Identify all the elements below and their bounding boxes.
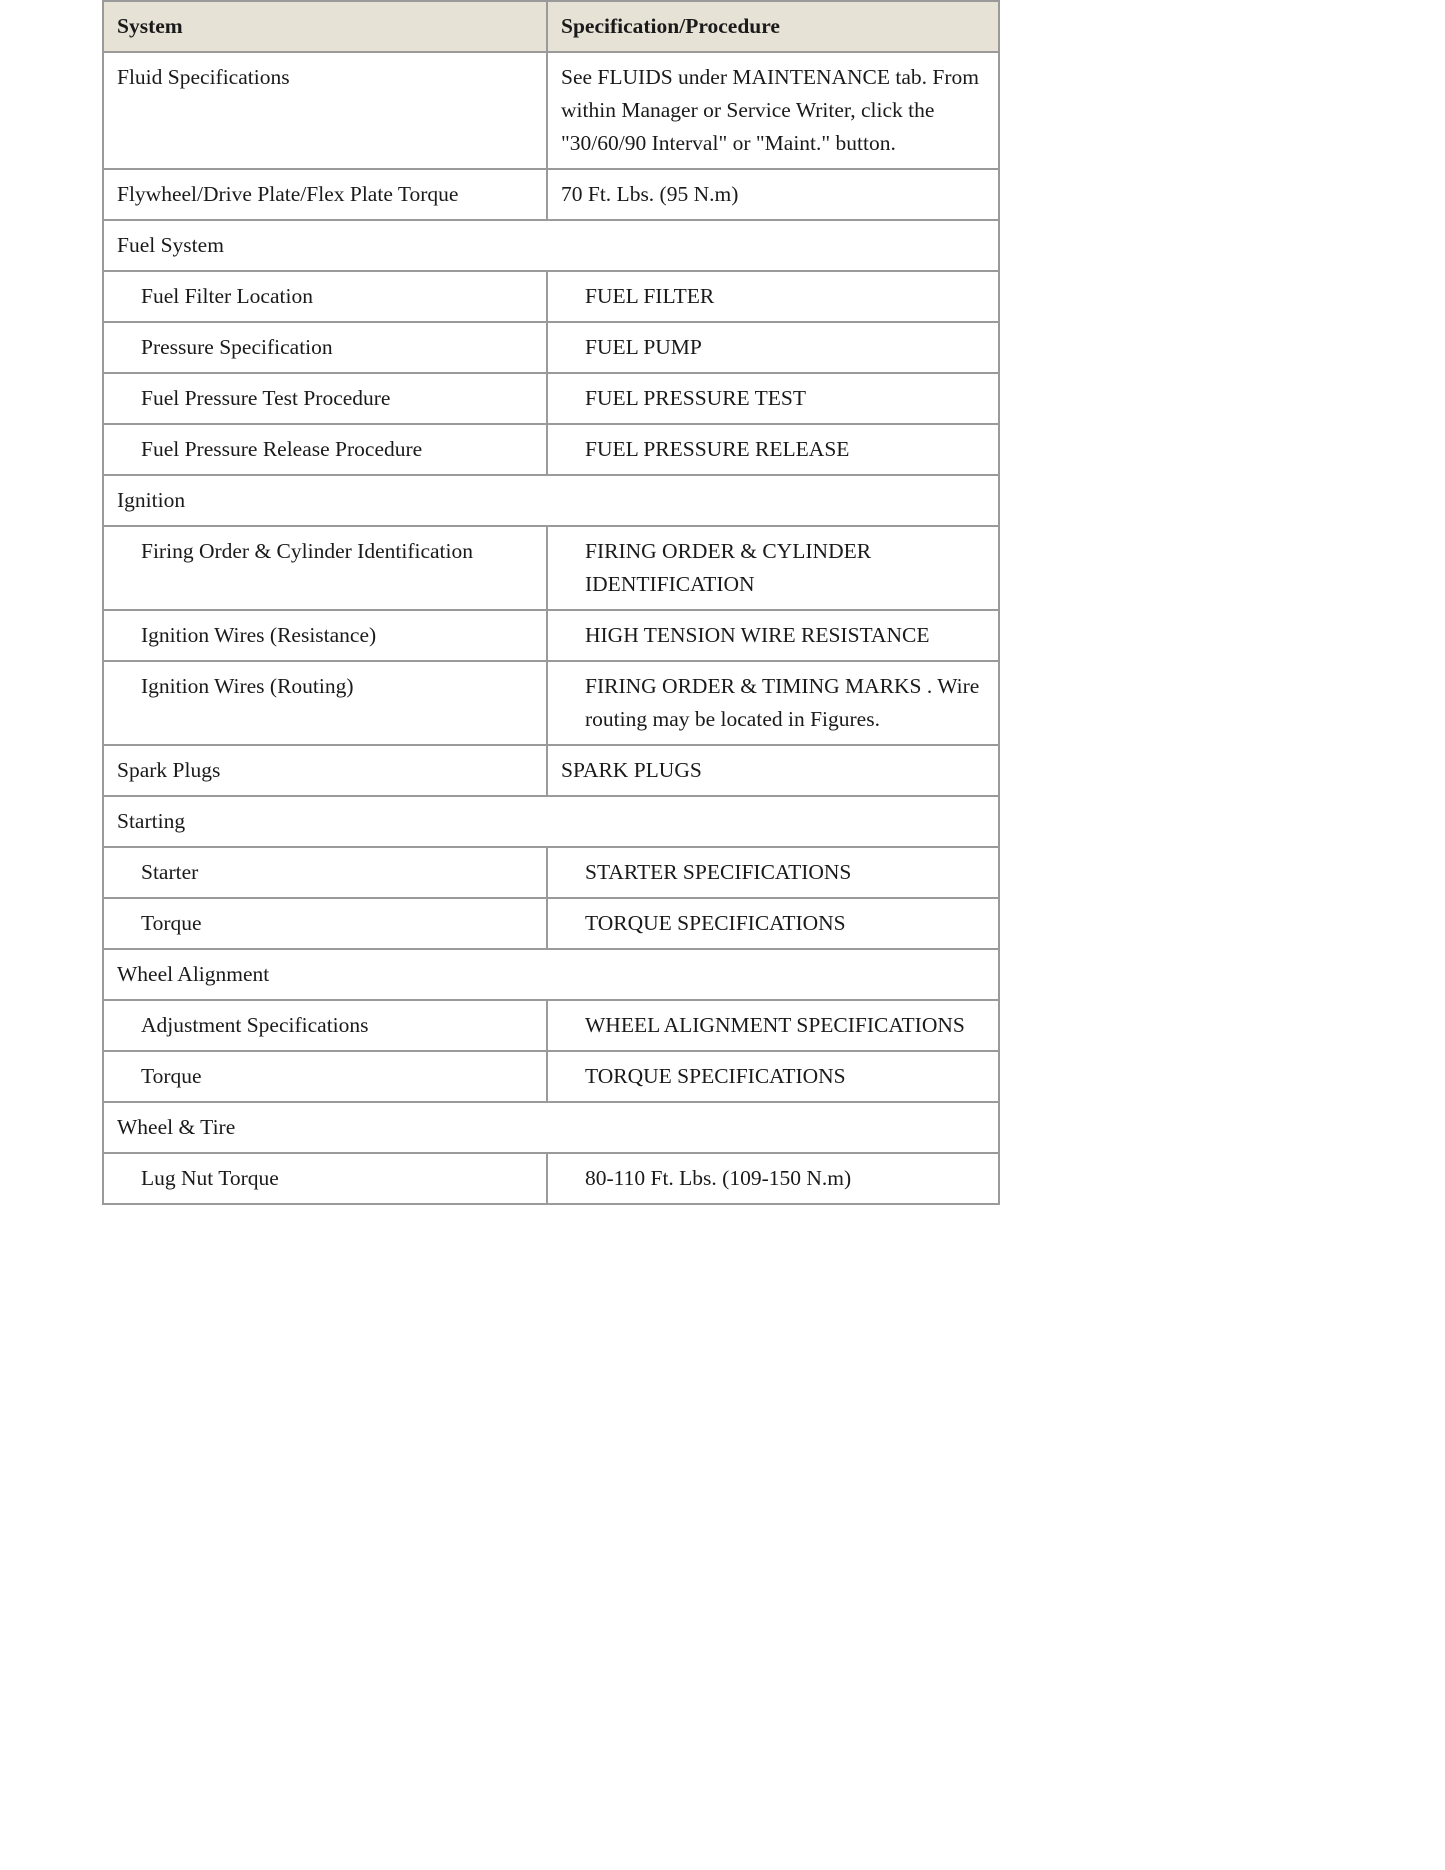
system-cell: Flywheel/Drive Plate/Flex Plate Torque <box>103 169 547 220</box>
table-row <box>103 661 999 745</box>
spec-cell: WHEEL ALIGNMENT SPECIFICATIONS <box>547 1000 999 1051</box>
section-heading: Starting <box>103 796 999 847</box>
system-cell: Firing Order & Cylinder Identification <box>103 526 547 610</box>
section-heading: Ignition <box>103 475 999 526</box>
table-row <box>103 847 999 898</box>
spec-cell: See FLUIDS under MAINTENANCE tab. From within Manager or Service Writer, click the "30/60/90 Interval" or "Maint." button. <box>547 52 999 169</box>
system-cell: Torque <box>103 898 547 949</box>
table-row <box>103 1051 999 1102</box>
table-row <box>103 1000 999 1051</box>
table-row <box>103 271 999 322</box>
spec-cell: FUEL PRESSURE RELEASE <box>547 424 999 475</box>
system-cell: Ignition Wires (Routing) <box>103 661 547 745</box>
table-body <box>103 52 999 1204</box>
system-cell: Ignition Wires (Resistance) <box>103 610 547 661</box>
section-heading: Fuel System <box>103 220 999 271</box>
spec-cell: TORQUE SPECIFICATIONS <box>547 898 999 949</box>
system-cell: Lug Nut Torque <box>103 1153 547 1204</box>
system-cell: Starter <box>103 847 547 898</box>
table-row <box>103 424 999 475</box>
specification-table <box>102 0 1000 1205</box>
system-cell: Torque <box>103 1051 547 1102</box>
system-cell: Fluid Specifications <box>103 52 547 169</box>
table-row <box>103 169 999 220</box>
spec-cell: FIRING ORDER & CYLINDER IDENTIFICATION <box>547 526 999 610</box>
system-cell: Fuel Pressure Test Procedure <box>103 373 547 424</box>
table-header-row <box>103 1 999 52</box>
table-row <box>103 745 999 796</box>
system-cell: Pressure Specification <box>103 322 547 373</box>
section-row <box>103 1102 999 1153</box>
table-row <box>103 322 999 373</box>
system-cell: Spark Plugs <box>103 745 547 796</box>
system-cell: Fuel Pressure Release Procedure <box>103 424 547 475</box>
system-cell: Fuel Filter Location <box>103 271 547 322</box>
table-row <box>103 373 999 424</box>
table-row <box>103 1153 999 1204</box>
spec-cell: HIGH TENSION WIRE RESISTANCE <box>547 610 999 661</box>
section-heading: Wheel & Tire <box>103 1102 999 1153</box>
table-row <box>103 52 999 169</box>
section-row <box>103 475 999 526</box>
spec-cell: FUEL PUMP <box>547 322 999 373</box>
spec-cell: STARTER SPECIFICATIONS <box>547 847 999 898</box>
section-row <box>103 949 999 1000</box>
header-system: System <box>103 1 547 52</box>
spec-cell: 70 Ft. Lbs. (95 N.m) <box>547 169 999 220</box>
spec-cell: TORQUE SPECIFICATIONS <box>547 1051 999 1102</box>
table-row <box>103 898 999 949</box>
spec-cell: 80-110 Ft. Lbs. (109-150 N.m) <box>547 1153 999 1204</box>
section-heading: Wheel Alignment <box>103 949 999 1000</box>
spec-cell: SPARK PLUGS <box>547 745 999 796</box>
spec-cell: FUEL FILTER <box>547 271 999 322</box>
spec-cell: FIRING ORDER & TIMING MARKS . Wire routing may be located in Figures. <box>547 661 999 745</box>
table-row <box>103 526 999 610</box>
section-row <box>103 796 999 847</box>
table-row <box>103 610 999 661</box>
spec-cell: FUEL PRESSURE TEST <box>547 373 999 424</box>
section-row <box>103 220 999 271</box>
system-cell: Adjustment Specifications <box>103 1000 547 1051</box>
header-specification-procedure: Specification/Procedure <box>547 1 999 52</box>
